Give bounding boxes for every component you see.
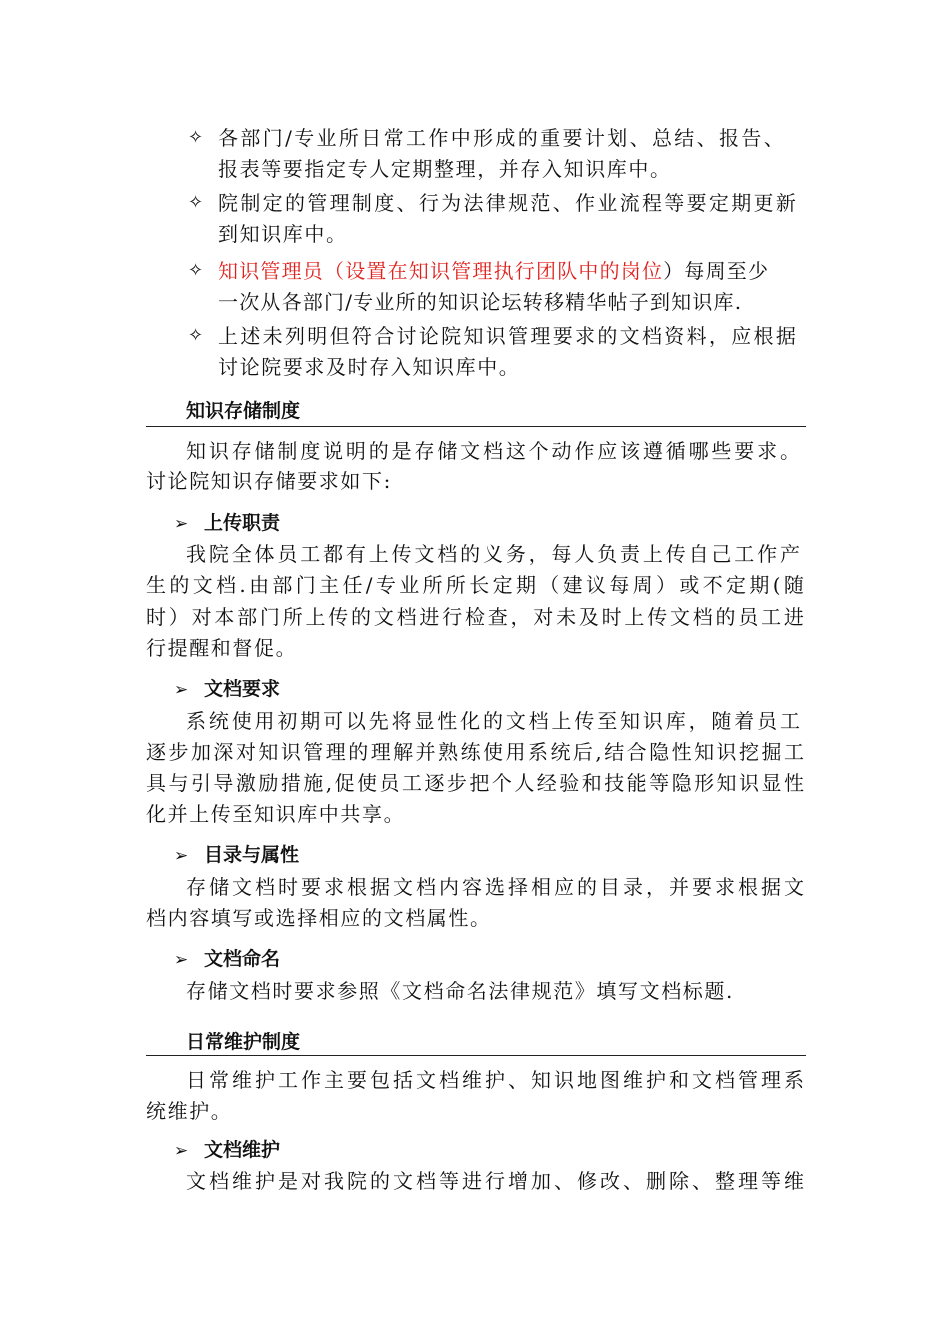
catalog-line-1: 存 储 文 档 时 要 求 根 据 文 档 内 容 选 择 相 应 的 目 录 ， 并 要 求 根 据 文: [186, 875, 804, 899]
maintenance-intro-line-1: 日 常 维 护 工 作 主 要 包 括 文 档 维 护 、 知 识 地 图 维 护 和 文 档 管 理 系: [186, 1068, 804, 1092]
docreq-line-1: 系 统 使 用 初 期 可 以 先 将 显 性 化 的 文 档 上 传 至 知 识 库 ， 随 着 员 工: [186, 709, 800, 733]
docmaint-line-1: 文 档 维 护 是 对 我 院 的 文 档 等 进 行 增 加 、 修 改 、 删 除 、 整 理 等 维: [186, 1169, 804, 1193]
section-divider: [146, 1055, 806, 1056]
bullet-3-line-2: 一次从各部门/专业所的知识论坛转移精华帖子到知识库.: [218, 290, 743, 314]
upload-line-1: 我 院 全 体 员 工 都 有 上 传 文 档 的 义 务 ， 每 人 负 责 上 传 自 己 工 作 产: [186, 542, 800, 566]
subheading-catalog: [174, 842, 299, 869]
subheading-naming-label: 文档命名: [204, 948, 281, 970]
section-divider: [146, 426, 806, 427]
storage-intro-line-1: 知 识 存 储 制 度 说 明 的 是 存 储 文 档 这 个 动 作 应 该 遵 循 哪 些 要 求 。: [186, 439, 800, 463]
arrow-bullet-icon: ➢: [174, 1141, 189, 1161]
bullet-2-line-2: 到知识库中。: [218, 222, 348, 246]
subheading-upload-label: 上传职责: [204, 512, 281, 534]
docreq-line-4: 化并上传至知识库中共享。: [146, 802, 406, 826]
upload-line-3: 时 ） 对 本 部 门 所 上 传 的 文 档 进 行 检 查 ， 对 未 及 时 上 传 文 档 的 员 工 进: [146, 605, 804, 629]
bullet-3-highlight: 知识管理员（设置在知识管理执行团队中的岗位: [218, 259, 664, 283]
storage-intro-line-2: 讨论院知识存储要求如下:: [146, 469, 392, 493]
subheading-catalog-label: 目录与属性: [204, 844, 300, 866]
subheading-doc-maintenance: [174, 1137, 280, 1164]
bullet-2-line-1: 院 制 定 的 管 理 制 度 、 行 为 法 律 规 范 、 作 业 流 程 等 要 定 期 更 新: [218, 191, 796, 215]
bullet-diamond-icon: ✧: [188, 325, 204, 346]
bullet-3-line-1: [218, 257, 769, 285]
subheading-doc-maintenance-label: 文档维护: [204, 1139, 281, 1161]
arrow-bullet-icon: ➢: [174, 514, 189, 534]
section-heading-maintenance: 日常维护制度: [186, 1031, 301, 1053]
catalog-line-2: 档内容填写或选择相应的文档属性。: [146, 906, 492, 930]
bullet-3-tail: ）每周至少: [663, 259, 770, 283]
bullet-4-line-1: 上 述 未 列 明 但 符 合 讨 论 院 知 识 管 理 要 求 的 文 档 资 料 ， 应 根 据: [218, 324, 796, 348]
arrow-bullet-icon: ➢: [174, 950, 189, 970]
section-heading-storage: 知识存储制度: [186, 400, 301, 422]
docreq-line-3: 具 与 引 导 激 励 措 施 , 促 使 员 工 逐 步 把 个 人 经 验 和 技 能 等 隐 形 知 识 显 性: [146, 771, 804, 795]
subheading-upload: [174, 510, 280, 537]
maintenance-intro-line-2: 统维护。: [146, 1099, 233, 1123]
bullet-diamond-icon: ✧: [188, 260, 204, 281]
arrow-bullet-icon: ➢: [174, 680, 189, 700]
naming-line-1: 存储文档时要求参照《文档命名法律规范》填写文档标题.: [186, 979, 734, 1003]
bullet-4-line-2: 讨论院要求及时存入知识库中。: [218, 355, 521, 379]
bullet-diamond-icon: ✧: [188, 192, 204, 213]
docreq-line-2: 逐 步 加 深 对 知 识 管 理 的 理 解 并 熟 练 使 用 系 统 后 , 结 合 隐 性 知 识 挖 掘 工: [146, 740, 804, 764]
arrow-bullet-icon: ➢: [174, 846, 189, 866]
bullet-1-line-2: 报表等要指定专人定期整理，并存入知识库中。: [218, 157, 672, 181]
subheading-naming: [174, 946, 280, 973]
bullet-diamond-icon: ✧: [188, 127, 204, 148]
subheading-doc-requirements: [174, 676, 280, 703]
upload-line-2: 生 的 文 档 . 由 部 门 主 任 / 专 业 所 所 长 定 期 （ 建 议 每 周 ） 或 不 定 期 ( 随: [146, 573, 804, 597]
subheading-doc-requirements-label: 文档要求: [204, 678, 281, 700]
bullet-1-line-1: 各 部 门 / 专 业 所 日 常 工 作 中 形 成 的 重 要 计 划 、 总 结 、 报 告 、: [218, 126, 784, 150]
upload-line-4: 行提醒和督促。: [146, 636, 298, 660]
